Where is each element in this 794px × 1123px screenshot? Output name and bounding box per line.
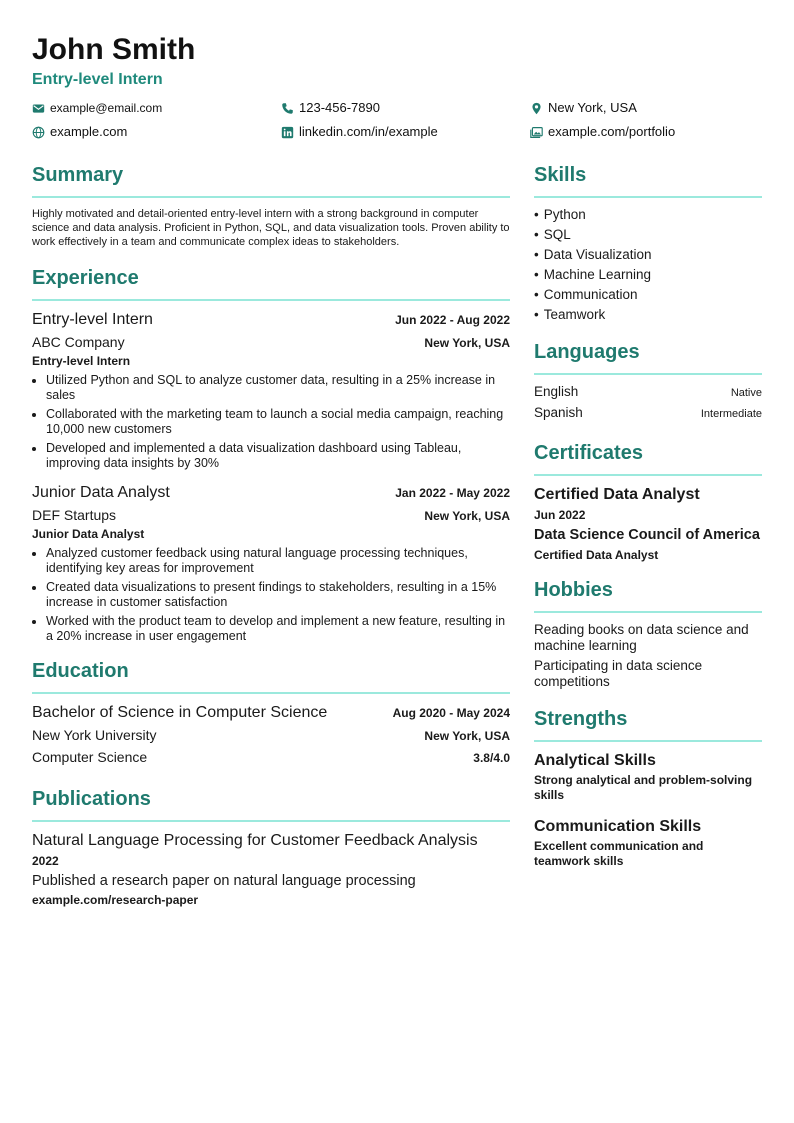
- job-title: Entry-level Intern: [32, 311, 153, 328]
- language-name: English: [534, 384, 579, 399]
- job-bullet: • Developed and implemented a data visualization dashboard using Tableau, improving data insights by 30%: [46, 441, 510, 471]
- section-divider: [32, 196, 510, 198]
- section-divider: [534, 373, 762, 375]
- section-divider: [32, 692, 510, 694]
- certificate-date: Jun 2022: [534, 508, 586, 522]
- section-divider: [32, 820, 510, 822]
- experience-item: [32, 483, 510, 644]
- portfolio-text: example.com/portfolio: [548, 124, 676, 139]
- candidate-name: John Smith: [32, 33, 196, 66]
- two-column-body: [32, 162, 762, 908]
- contact-email[interactable]: [32, 100, 281, 116]
- education-item: [32, 703, 510, 766]
- email-text: example@email.com: [50, 101, 163, 115]
- section-divider: [32, 299, 510, 301]
- education-heading: Education: [32, 660, 129, 682]
- job-bullet: • Collaborated with the marketing team to launch a social media campaign, reaching 10,000 new customers: [46, 407, 510, 437]
- school-location: New York, USA: [424, 729, 510, 743]
- contact-location: [530, 100, 762, 116]
- strengths-section: [534, 706, 762, 869]
- language-level: Native: [730, 387, 762, 399]
- job-bullets: [32, 373, 510, 471]
- certificates-section: [534, 440, 762, 563]
- language-row: [534, 403, 762, 424]
- certificate-item: [534, 485, 762, 563]
- publications-heading: Publications: [32, 788, 151, 810]
- experience-section: [32, 265, 510, 644]
- job-location: New York, USA: [424, 509, 510, 523]
- skill-item: • SQL: [534, 225, 762, 245]
- linkedin-text: linkedin.com/in/example: [299, 124, 438, 139]
- strength-description: Strong analytical and problem-solving skills: [534, 773, 753, 802]
- right-column: [534, 162, 762, 908]
- section-divider: [534, 196, 762, 198]
- summary-section: [32, 162, 510, 249]
- publication-item: [32, 831, 510, 908]
- job-subtitle: Junior Data Analyst: [32, 527, 145, 541]
- certificates-heading: Certificates: [534, 442, 643, 464]
- job-bullets: [32, 546, 510, 644]
- skill-item: • Communication: [534, 285, 762, 305]
- skill-item: • Machine Learning: [534, 265, 762, 285]
- company-name: DEF Startups: [32, 507, 117, 523]
- certificate-issuer: Data Science Council of America: [534, 527, 760, 543]
- job-bullet: • Created data visualizations to present findings to stakeholders, resulting in a 15% increase in customer satisfaction: [46, 580, 510, 610]
- certificate-name: Certified Data Analyst: [534, 486, 700, 503]
- job-location: New York, USA: [424, 336, 510, 350]
- contact-linkedin[interactable]: [281, 124, 530, 140]
- globe-icon: [32, 126, 45, 139]
- publication-title: Natural Language Processing for Customer Feedback Analysis: [32, 832, 478, 849]
- language-name: Spanish: [534, 405, 583, 420]
- strength-title: Communication Skills: [534, 818, 702, 835]
- education-section: [32, 658, 510, 766]
- publication-year: 2022: [32, 854, 59, 868]
- languages-heading: Languages: [534, 341, 640, 363]
- strengths-heading: Strengths: [534, 708, 628, 730]
- contact-info: [32, 100, 762, 140]
- language-level: Intermediate: [700, 408, 762, 420]
- job-dates: Jun 2022 - Aug 2022: [395, 313, 510, 327]
- language-row: [534, 382, 762, 403]
- strength-item: [534, 817, 762, 869]
- degree-title: Bachelor of Science in Computer Science: [32, 704, 328, 721]
- location-text: New York, USA: [548, 100, 637, 115]
- company-name: ABC Company: [32, 334, 125, 350]
- hobbies-section: [534, 577, 762, 690]
- skill-item: • Teamwork: [534, 305, 762, 325]
- publications-section: [32, 786, 510, 908]
- website-text: example.com: [50, 124, 128, 139]
- school-name: New York University: [32, 727, 157, 743]
- skills-list: [534, 205, 762, 325]
- job-title: Junior Data Analyst: [32, 484, 170, 501]
- phone-text: 123-456-7890: [299, 100, 380, 115]
- summary-heading: Summary: [32, 164, 124, 186]
- job-dates: Jan 2022 - May 2022: [395, 486, 510, 500]
- skills-heading: Skills: [534, 164, 587, 186]
- summary-text: Highly motivated and detail-oriented entry-level intern with a strong background in computer science and data analysis. Proficient in Python, SQL, and data visualization tools. Proven ability to work effectively in a team and communicate complex ideas to stakeholders.: [32, 208, 510, 248]
- phone-icon: [281, 102, 294, 115]
- job-subtitle: Entry-level Intern: [32, 354, 131, 368]
- job-bullet: • Analyzed customer feedback using natural language processing techniques, identifying key areas for improvement: [46, 546, 510, 576]
- contact-phone[interactable]: [281, 100, 530, 116]
- languages-section: [534, 339, 762, 424]
- job-bullet: • Worked with the product team to develop and implement a new feature, resulting in a 20% increase in user engagement: [46, 614, 510, 644]
- strength-title: Analytical Skills: [534, 752, 656, 769]
- strength-item: [534, 751, 762, 803]
- section-divider: [534, 740, 762, 742]
- location-pin-icon: [530, 102, 543, 115]
- candidate-role: Entry-level Intern: [32, 71, 163, 88]
- left-column: [32, 162, 510, 908]
- skill-item: • Python: [534, 205, 762, 225]
- resume-page: [32, 30, 762, 908]
- hobby-item: Participating in data science competitions: [534, 658, 703, 689]
- gpa: 3.8/4.0: [473, 751, 510, 765]
- section-divider: [534, 474, 762, 476]
- skills-section: [534, 162, 762, 325]
- contact-website[interactable]: [32, 124, 281, 140]
- section-divider: [534, 611, 762, 613]
- job-bullet: • Utilized Python and SQL to analyze customer data, resulting in a 25% increase in sales: [46, 373, 510, 403]
- certificate-detail: Certified Data Analyst: [534, 548, 659, 562]
- field-of-study: Computer Science: [32, 749, 148, 765]
- publication-description: Published a research paper on natural language processing: [32, 873, 416, 889]
- experience-heading: Experience: [32, 267, 139, 289]
- email-icon: [32, 102, 45, 115]
- publication-link[interactable]: example.com/research-paper: [32, 893, 199, 907]
- linkedin-icon: [281, 126, 294, 139]
- hobbies-heading: Hobbies: [534, 579, 613, 601]
- skill-item: • Data Visualization: [534, 245, 762, 265]
- education-dates: Aug 2020 - May 2024: [392, 706, 510, 720]
- hobby-item: Reading books on data science and machine learning: [534, 622, 749, 653]
- strength-description: Excellent communication and teamwork skills: [534, 839, 704, 868]
- portfolio-icon: [530, 126, 543, 139]
- experience-item: [32, 310, 510, 471]
- contact-portfolio[interactable]: [530, 124, 762, 140]
